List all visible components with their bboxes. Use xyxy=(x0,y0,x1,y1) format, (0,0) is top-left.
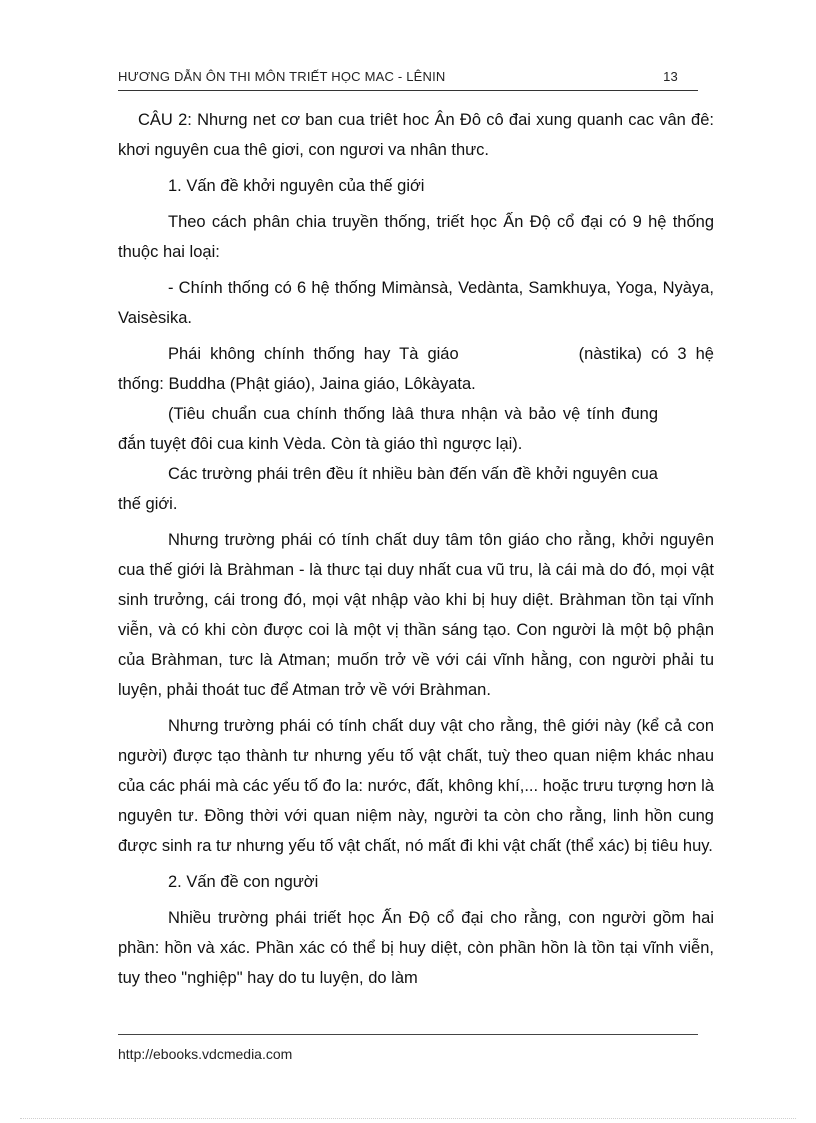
header-divider xyxy=(118,90,698,91)
paragraph-orthodox: - Chính thống có 6 hệ thống Mimànsà, Vedànta, Samkhuya, Yoga, Nyàya, Vaisèsika. xyxy=(118,279,714,327)
page-number: 13 xyxy=(663,69,678,84)
footer-url-link[interactable]: http://ebooks.vdcmedia.com xyxy=(118,1046,293,1062)
body-text xyxy=(118,105,714,993)
paragraph-heterodox xyxy=(118,339,714,399)
question-paragraph: CÂU 2: Nhưng net cơ ban cua triêt hoc Ân Đô cô đai xung quanh cac vân đê: khơi nguyên cua thê giơi, con ngươi va nhân thưc. xyxy=(118,111,714,159)
paragraph-idealist: Nhưng trường phái có tính chất duy tâm tôn giáo cho rằng, khởi nguyên cua thế giới là Bràhman - là thưc tại duy nhất cua vũ tru, là cái mà do đó, mọi vật sinh trưởng, cái trong đó, mọi vật nhập vào khi bị huy diệt. Bràhman tồn tại vĩnh viễn, và có khi còn được coi là một vị thần sáng tạo. Con người là một bộ phận của Bràhman, tưc là Atman; muốn trở về với cái vĩnh hằng, con người phải tu luyện, phải thoát tuc để Atman trở về với Bràhman. xyxy=(118,531,714,699)
paragraph-schools: Các trường phái trên đều ít nhiều bàn đến vấn đề khởi nguyên cua thế giới. xyxy=(118,465,658,513)
paragraph-materialist: Nhưng trường phái có tính chất duy vật cho rằng, thê giới này (kể cả con người) được tạo thành tư nhưng yếu tố vật chất, tuỳ theo quan niệm khác nhau của các phái mà các yếu tố đo la: nước, đất, không khí,... hoặc trưu tượng hơn là nguyên tư. Đồng thời với quan niệm này, người ta còn cho rằng, linh hồn cung được sinh ra tư nhưng yếu tố vật chất, nó mất đi khi vật chất (thể xác) bị tiêu huy. xyxy=(118,717,714,855)
footer-divider xyxy=(118,1034,698,1035)
section-heading-1: 1. Vấn đề khởi nguyên của thế giới xyxy=(168,177,425,195)
heterodox-label: Phái không chính thống hay Tà giáo xyxy=(168,345,459,363)
paragraph-human: Nhiều trường phái triết học Ấn Độ cổ đại cho rằng, con người gồm hai phần: hồn và xác. Phần xác có thể bị huy diệt, còn phần hồn là tồn tại vĩnh viễn, tuy theo "nghiệp" hay do tu luyện, do làm xyxy=(118,909,714,987)
paragraph-criteria: (Tiêu chuẩn cua chính thống làâ thưa nhận và bảo vệ tính đung đắn tuyệt đôi cua kinh Vèda. Còn tà giáo thì ngược lại). xyxy=(118,405,658,453)
paragraph-systems: Theo cách phân chia truyền thống, triết học Ấn Độ cổ đại có 9 hệ thống thuộc hai loại: xyxy=(118,213,714,261)
page-bottom-dotted-rule xyxy=(20,1118,796,1119)
page-header xyxy=(118,69,696,89)
section-heading-2: 2. Vấn đề con người xyxy=(168,873,319,891)
heterodox-detail: (nàstika) có 3 hệ thống: Buddha (Phật giáo), Jaina giáo, Lôkàyata. xyxy=(118,345,714,393)
header-title: HƯƠNG DẪN ÔN THI MÔN TRIẾT HỌC MAC - LÊNIN xyxy=(118,69,446,84)
